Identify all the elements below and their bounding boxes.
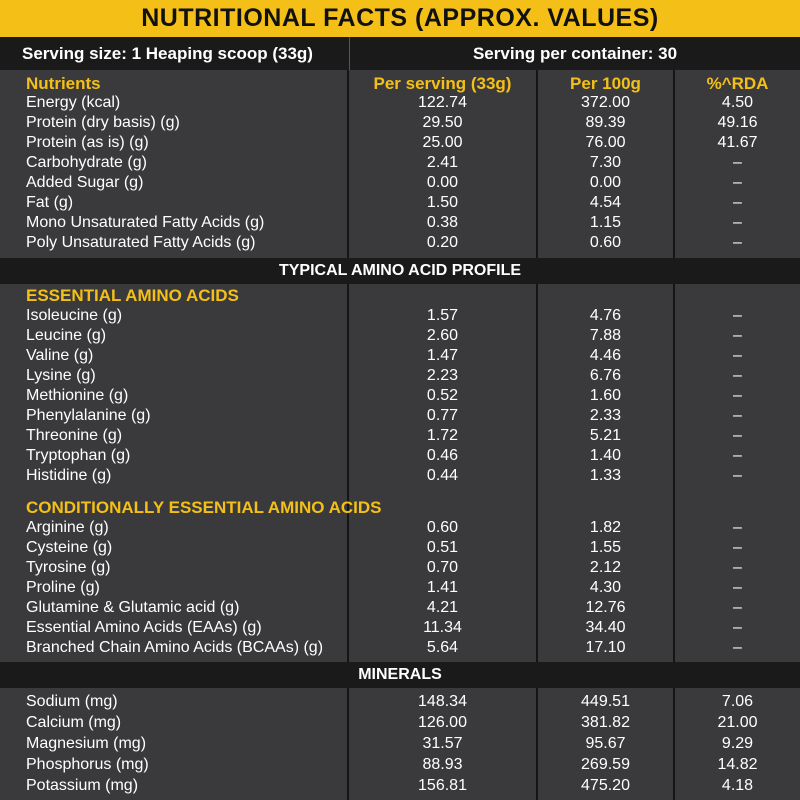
minerals-heading: MINERALS [0,662,800,688]
nutrient-name: Energy (kcal) [26,94,121,111]
per-100g-value: 1.40 [589,447,622,464]
table-row [0,558,800,578]
nutrient-name: Cysteine (g) [26,539,113,556]
nutrient-name: Magnesium (mg) [26,735,147,752]
amino-acids-panel [0,284,800,662]
per-100g-value: 4.76 [589,307,622,324]
per-100g-value: 4.30 [589,579,622,596]
conditional-amino-heading: CONDITIONALLY ESSENTIAL AMINO ACIDS [26,498,382,517]
nutrient-name: Valine (g) [26,347,94,364]
table-row [0,213,800,233]
per-100g-value: 0.60 [589,234,622,251]
rda-value: – [733,214,742,231]
per-serving-value: 25.00 [422,134,463,151]
rda-value: – [733,174,742,191]
rda-value: 14.82 [717,756,758,773]
per-100g-value: 1.15 [589,214,622,231]
nutrient-name: Phenylalanine (g) [26,407,151,424]
nutrient-name: Methionine (g) [26,387,129,404]
per-serving-value: 1.47 [426,347,459,364]
rda-value: – [733,467,742,484]
per-100g-value: 95.67 [585,735,626,752]
rda-value: – [733,559,742,576]
nutrients-panel [0,70,800,258]
nutrient-name: Carbohydrate (g) [26,154,147,171]
nutrient-name: Protein (dry basis) (g) [26,114,180,131]
nutrient-name: Phosphorus (mg) [26,756,149,773]
per-100g-value: 381.82 [581,714,630,731]
per-serving-value: 0.46 [426,447,459,464]
table-row [0,386,800,406]
per-100g-value: 1.33 [589,467,622,484]
nutrient-name: Threonine (g) [26,427,123,444]
table-row [0,426,800,446]
column-header-nutrients: Nutrients [26,74,101,93]
table-row [0,734,800,754]
table-row [0,776,800,796]
table-row [0,755,800,775]
table-row [0,713,800,733]
per-100g-value: 269.59 [581,756,630,773]
per-100g-value: 89.39 [585,114,626,131]
rda-value: – [733,154,742,171]
nutrient-name: Tryptophan (g) [26,447,131,464]
rda-value: 21.00 [717,714,758,731]
per-serving-value: 0.77 [426,407,459,424]
per-serving-value: 1.72 [426,427,459,444]
per-serving-value: 11.34 [423,619,462,636]
per-serving-value: 0.60 [426,519,459,536]
per-serving-value: 4.21 [426,599,459,616]
nutrient-name: Potassium (mg) [26,777,139,794]
nutrient-name: Arginine (g) [26,519,109,536]
nutrient-name: Lysine (g) [26,367,96,384]
nutrient-name: Calcium (mg) [26,714,122,731]
table-row [0,366,800,386]
per-100g-value: 5.21 [589,427,622,444]
rda-value: – [733,427,742,444]
nutrient-name: Protein (as is) (g) [26,134,149,151]
table-row [0,326,800,346]
per-serving-value: 2.60 [426,327,459,344]
table-row [0,518,800,538]
essential-amino-heading: ESSENTIAL AMINO ACIDS [26,286,239,305]
nutrient-name: Branched Chain Amino Acids (BCAAs) (g) [26,639,324,656]
per-100g-value: 372.00 [581,94,630,111]
rda-value: 7.06 [721,693,754,710]
nutrient-name: Essential Amino Acids (EAAs) (g) [26,619,262,636]
rda-value: – [733,194,742,211]
minerals-panel [0,688,800,800]
per-serving-value: 0.44 [426,467,459,484]
per-serving-value: 0.38 [426,214,459,231]
table-row [0,193,800,213]
rda-value: – [733,367,742,384]
per-serving-value: 2.23 [426,367,459,384]
per-100g-value: 1.55 [589,539,622,556]
table-row [0,306,800,326]
table-row [0,618,800,638]
per-serving-value: 0.70 [426,559,459,576]
per-100g-value: 1.82 [589,519,622,536]
nutrient-name: Isoleucine (g) [26,307,123,324]
per-serving-value: 148.34 [418,693,467,710]
table-row [0,538,800,558]
nutrient-name: Tyrosine (g) [26,559,111,576]
table-row [0,692,800,712]
per-100g-value: 2.33 [589,407,622,424]
per-serving-value: 88.93 [422,756,463,773]
table-row [0,598,800,618]
rda-value: – [733,519,742,536]
nutrient-name: Glutamine & Glutamic acid (g) [26,599,240,616]
per-100g-value: 1.60 [589,387,622,404]
nutrient-name: Sodium (mg) [26,693,118,710]
rda-value: 41.67 [717,134,758,151]
rda-value: – [733,599,742,616]
per-100g-value: 76.00 [585,134,626,151]
per-serving-value: 0.52 [426,387,459,404]
nutrient-name: Mono Unsaturated Fatty Acids (g) [26,214,265,231]
rda-value: – [733,327,742,344]
per-100g-value: 7.88 [589,327,622,344]
table-row [0,346,800,366]
nutrient-name: Fat (g) [26,194,74,211]
per-100g-value: 475.20 [581,777,630,794]
table-row [0,446,800,466]
table-row [0,133,800,153]
table-row [0,578,800,598]
per-100g-value: 0.00 [589,174,622,191]
per-100g-value: 6.76 [589,367,622,384]
nutrient-name: Poly Unsaturated Fatty Acids (g) [26,234,256,251]
table-row [0,233,800,253]
page-title: NUTRITIONAL FACTS (APPROX. VALUES) [0,0,800,37]
table-row [0,173,800,193]
per-100g-value: 2.12 [589,559,622,576]
serving-info-bar [0,37,800,70]
per-serving-value: 1.57 [426,307,459,324]
per-serving-value: 126.00 [418,714,467,731]
per-serving-value: 0.20 [426,234,459,251]
rda-value: – [733,619,742,636]
per-100g-value: 449.51 [581,693,630,710]
per-100g-value: 7.30 [589,154,622,171]
per-100g-value: 17.10 [585,639,626,656]
table-row [0,113,800,133]
table-row [0,406,800,426]
per-100g-value: 12.76 [585,599,626,616]
nutrient-name: Proline (g) [26,579,100,596]
per-serving-value: 122.74 [418,94,467,111]
rda-value: 9.29 [721,735,754,752]
nutrient-name: Histidine (g) [26,467,112,484]
table-row [0,638,800,658]
table-row [0,93,800,113]
table-row [0,466,800,486]
per-serving-value: 156.81 [418,777,467,794]
rda-value: – [733,447,742,464]
per-100g-value: 4.54 [589,194,622,211]
per-serving-value: 29.50 [422,114,463,131]
per-serving-value: 5.64 [426,639,459,656]
nutrient-name: Leucine (g) [26,327,107,344]
rda-value: – [733,387,742,404]
rda-value: 4.50 [721,94,754,111]
table-row [0,153,800,173]
rda-value: 49.16 [717,114,758,131]
rda-value: 4.18 [721,777,754,794]
rda-value: – [733,639,742,656]
rda-value: – [733,347,742,364]
per-serving-value: 0.00 [426,174,459,191]
per-100g-value: 34.40 [585,619,626,636]
per-serving-value: 0.51 [426,539,459,556]
amino-profile-heading: TYPICAL AMINO ACID PROFILE [0,258,800,284]
per-serving-value: 1.50 [426,194,459,211]
column-header-per-serving: Per serving (33g) [373,74,512,93]
per-serving-value: 2.41 [426,154,459,171]
rda-value: – [733,579,742,596]
rda-value: – [733,407,742,424]
column-header-row [0,74,800,94]
serving-size: Serving size: 1 Heaping scoop (33g) [22,43,313,63]
column-header-rda: %^RDA [706,74,769,93]
column-header-per-100g: Per 100g [570,74,641,93]
rda-value: – [733,539,742,556]
per-serving-value: 31.57 [422,735,463,752]
rda-value: – [733,234,742,251]
rda-value: – [733,307,742,324]
serving-per-container: Serving per container: 30 [349,37,800,70]
nutrient-name: Added Sugar (g) [26,174,144,191]
per-100g-value: 4.46 [589,347,622,364]
per-serving-value: 1.41 [426,579,459,596]
